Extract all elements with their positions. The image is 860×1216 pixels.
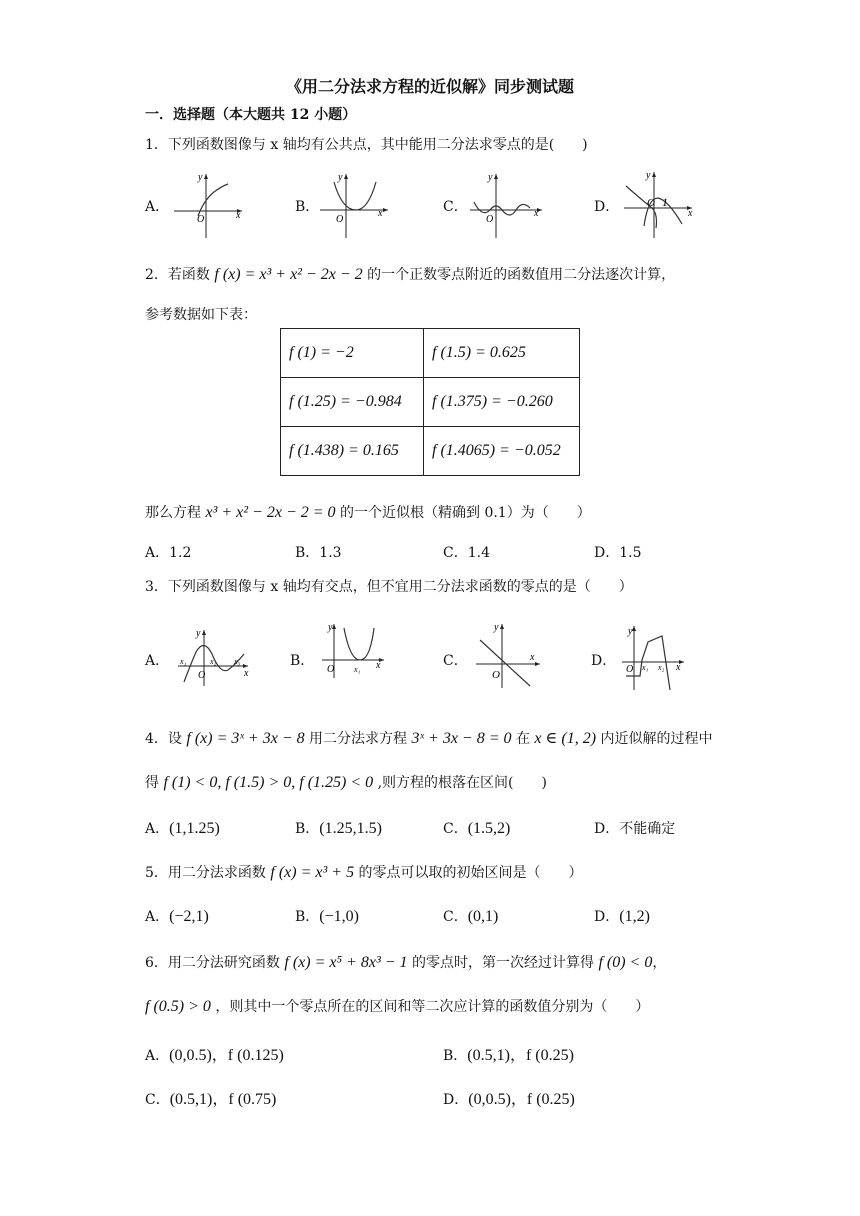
q5-option-a-value: (−2,1) [169, 908, 209, 925]
q2-stem-post: 的一个正数零点附近的函数值用二分法逐次计算， [367, 267, 676, 283]
q2-option-b[interactable]: B．1.3 [295, 545, 342, 561]
q4-mid2: 在 [515, 731, 530, 747]
q4-equation: 3ˣ + 3x − 8 = 0 [411, 730, 512, 747]
q6-option-d-label: D． [443, 1092, 469, 1108]
q3-option-a[interactable]: A． [145, 653, 170, 669]
q3c-y-label: y [494, 622, 499, 633]
q5-option-d[interactable] [594, 906, 650, 926]
q6-option-a[interactable] [145, 1042, 284, 1065]
q3a-x-label: x [244, 668, 249, 679]
q3-stem: 3．下列函数图像与 x 轴均有交点，但不宜用二分法求函数的零点的是（ ） [145, 579, 633, 595]
q6-option-b-label: B． [443, 1048, 468, 1064]
table-cell: f (1.375) = −0.260 [424, 378, 580, 427]
q1a-origin: O [197, 214, 205, 225]
q6-option-b-value: (0.5,1)，f (0.25) [467, 1047, 574, 1064]
q5-stem-pre: 5．用二分法求函数 [145, 865, 266, 881]
q4-stem-pre: 4．设 [145, 731, 182, 747]
q4-line2-pre: 得 [145, 775, 159, 791]
q5-stem-post: 的零点可以取的初始区间是（ ） [358, 865, 583, 881]
q1d-tick-one: 1 [662, 195, 668, 209]
q4-option-c-label: C． [443, 821, 468, 837]
q5-option-b-value: (−1,0) [319, 908, 359, 925]
q1-option-d[interactable]: D． [594, 199, 620, 215]
q1c-y-label: y [488, 172, 493, 183]
q1d-y-label: y [646, 170, 651, 181]
q3-graph-a [176, 624, 256, 688]
q3b-origin: O [327, 664, 335, 675]
q6-option-d[interactable] [443, 1086, 575, 1109]
q5-option-b[interactable] [295, 906, 359, 926]
q2-stem-pre: 2．若函数 [145, 267, 210, 283]
q4-conditions: f (1) < 0, f (1.5) > 0, f (1.25) < 0 [163, 774, 374, 791]
q2-option-d[interactable]: D．1.5 [594, 545, 642, 561]
q6-option-c-value: (0.5,1)，f (0.75) [169, 1091, 277, 1108]
q3-graph-d [620, 622, 690, 692]
q3a-x3: x₃ [234, 657, 241, 666]
q2-equation: x³ + x² − 2x − 2 = 0 [205, 504, 336, 521]
q1-option-c[interactable]: C． [443, 199, 468, 215]
q6-condition-2: f (0.5) > 0 [145, 998, 211, 1015]
q4-option-b-label: B． [295, 821, 320, 837]
q5-option-c-label: C． [443, 909, 468, 925]
q4-option-a[interactable] [145, 818, 220, 838]
q5-option-d-value: (1,2) [619, 908, 650, 925]
q6-option-b[interactable] [443, 1042, 574, 1065]
q2-option-c[interactable]: C．1.4 [443, 545, 490, 561]
q4-option-b-value: (1.25,1.5) [319, 820, 382, 837]
q6-option-a-value: (0,0.5)，f (0.125) [169, 1047, 284, 1064]
q1c-origin: O [486, 214, 494, 225]
q6-stem [145, 952, 666, 972]
q2-option-a[interactable]: A．1.2 [145, 545, 192, 561]
q6-option-a-label: A． [145, 1048, 170, 1064]
table-cell: f (1.5) = 0.625 [424, 329, 580, 378]
q1b-x-label: x [378, 208, 383, 219]
q1b-origin: O [336, 214, 344, 225]
q5-function: f (x) = x³ + 5 [270, 864, 355, 881]
q3-graph-c [474, 620, 544, 690]
table-cell: f (1.4065) = −0.052 [424, 427, 580, 476]
q4-option-d[interactable]: D．不能确定 [594, 821, 676, 837]
q3-option-d[interactable]: D． [591, 653, 617, 669]
q3a-x1: x₁ [180, 657, 187, 666]
q5-option-c[interactable] [443, 906, 498, 926]
q3b-x-label: x [376, 660, 381, 671]
table-cell: f (1.438) = 0.165 [281, 427, 424, 476]
table-cell: f (1) = −2 [281, 329, 424, 378]
q1-graph-d [622, 168, 702, 240]
section-heading: 一．选择题（本大题共 12 小题） [145, 107, 357, 123]
q3d-x-label: x [676, 662, 681, 673]
q3a-origin: O [198, 670, 206, 681]
q4-option-c[interactable] [443, 818, 510, 838]
q4-option-b[interactable] [295, 818, 382, 838]
q5-option-b-label: B． [295, 909, 320, 925]
q4-interval: x ∈ (1, 2) [534, 730, 597, 747]
q4-stem [145, 728, 712, 748]
q3-option-c[interactable]: C． [443, 653, 468, 669]
q4-line2-post: ,则方程的根落在区间( ) [377, 775, 547, 791]
q3a-y-label: y [196, 628, 201, 639]
q1c-x-label: x [534, 208, 539, 219]
q1a-x-label: x [236, 210, 241, 221]
q4-stem-line2 [145, 772, 547, 792]
q6-stem-mid: 的零点时，第一次经过计算得 [411, 955, 594, 971]
q4-post: 内近似解的过程中 [600, 731, 713, 747]
q1-stem: 1．下列函数图像与 x 轴均有公共点，其中能用二分法求零点的是( ) [145, 137, 588, 153]
q5-stem [145, 862, 583, 882]
table-row [281, 329, 580, 378]
q1-graph-b [318, 170, 398, 240]
q6-line2-post: ，则其中一个零点所在的区间和等二次应计算的函数值分别为（ ） [215, 999, 650, 1015]
q2-stem-line2: 参考数据如下表： [145, 307, 257, 323]
q4-option-a-value: (1,1.25) [169, 820, 220, 837]
q3d-y-label: y [628, 626, 633, 637]
q3a-x2: x₂ [210, 657, 217, 666]
q3b-y-label: y [328, 622, 333, 633]
table-row [281, 378, 580, 427]
q1d-x-label: x [688, 208, 693, 219]
q4-mid: 用二分法求方程 [309, 731, 408, 747]
q1b-y-label: y [338, 172, 343, 183]
q1a-y-label: y [198, 172, 203, 183]
q6-condition-1: f (0) < 0 [598, 954, 653, 971]
q1-graph-c [468, 170, 548, 240]
q5-option-a-label: A． [145, 909, 170, 925]
q1d-origin: O [647, 197, 655, 209]
q3d-x1: x₁ [642, 663, 649, 672]
q6-function: f (x) = x⁵ + 8x³ − 1 [284, 954, 408, 971]
page-title: 《用二分法求方程的近似解》同步测试题 [285, 77, 574, 96]
q4-option-a-label: A． [145, 821, 170, 837]
q3c-origin: O [492, 669, 500, 681]
q3-graph-b [320, 620, 390, 680]
q1-option-a[interactable]: A． [145, 199, 170, 215]
q3b-x1: x₁ [354, 665, 361, 674]
q6-option-c[interactable] [145, 1086, 276, 1109]
q3d-x2: x₂ [658, 663, 665, 672]
q6-stem-line2 [145, 996, 649, 1016]
q2-values-table [280, 328, 580, 476]
q5-option-a[interactable] [145, 906, 209, 926]
table-cell: f (1.25) = −0.984 [281, 378, 424, 427]
q2-function: f (x) = x³ + x² − 2x − 2 [214, 266, 363, 283]
q6-option-d-value: (0,0.5)，f (0.25) [468, 1091, 575, 1108]
q6-comma: ， [652, 955, 667, 971]
q2-after-pre: 那么方程 [145, 505, 201, 521]
q3d-origin: O [626, 664, 634, 675]
q3-option-b[interactable]: B． [290, 653, 315, 669]
q3c-x-label: x [530, 652, 535, 663]
q6-option-c-label: C． [145, 1092, 170, 1108]
q2-stem [145, 264, 675, 284]
q5-option-c-value: (0,1) [467, 908, 499, 925]
table-row [281, 427, 580, 476]
q1-graph-a [170, 170, 250, 240]
q4-option-c-value: (1.5,2) [467, 820, 511, 837]
q2-question [145, 502, 591, 522]
q2-after-post: 的一个近似根（精确到 0.1）为（ ） [340, 505, 591, 521]
q6-stem-pre: 6．用二分法研究函数 [145, 955, 280, 971]
q1-option-b[interactable]: B． [295, 199, 320, 215]
q4-function: f (x) = 3ˣ + 3x − 8 [186, 730, 305, 747]
q5-option-d-label: D． [594, 909, 620, 925]
